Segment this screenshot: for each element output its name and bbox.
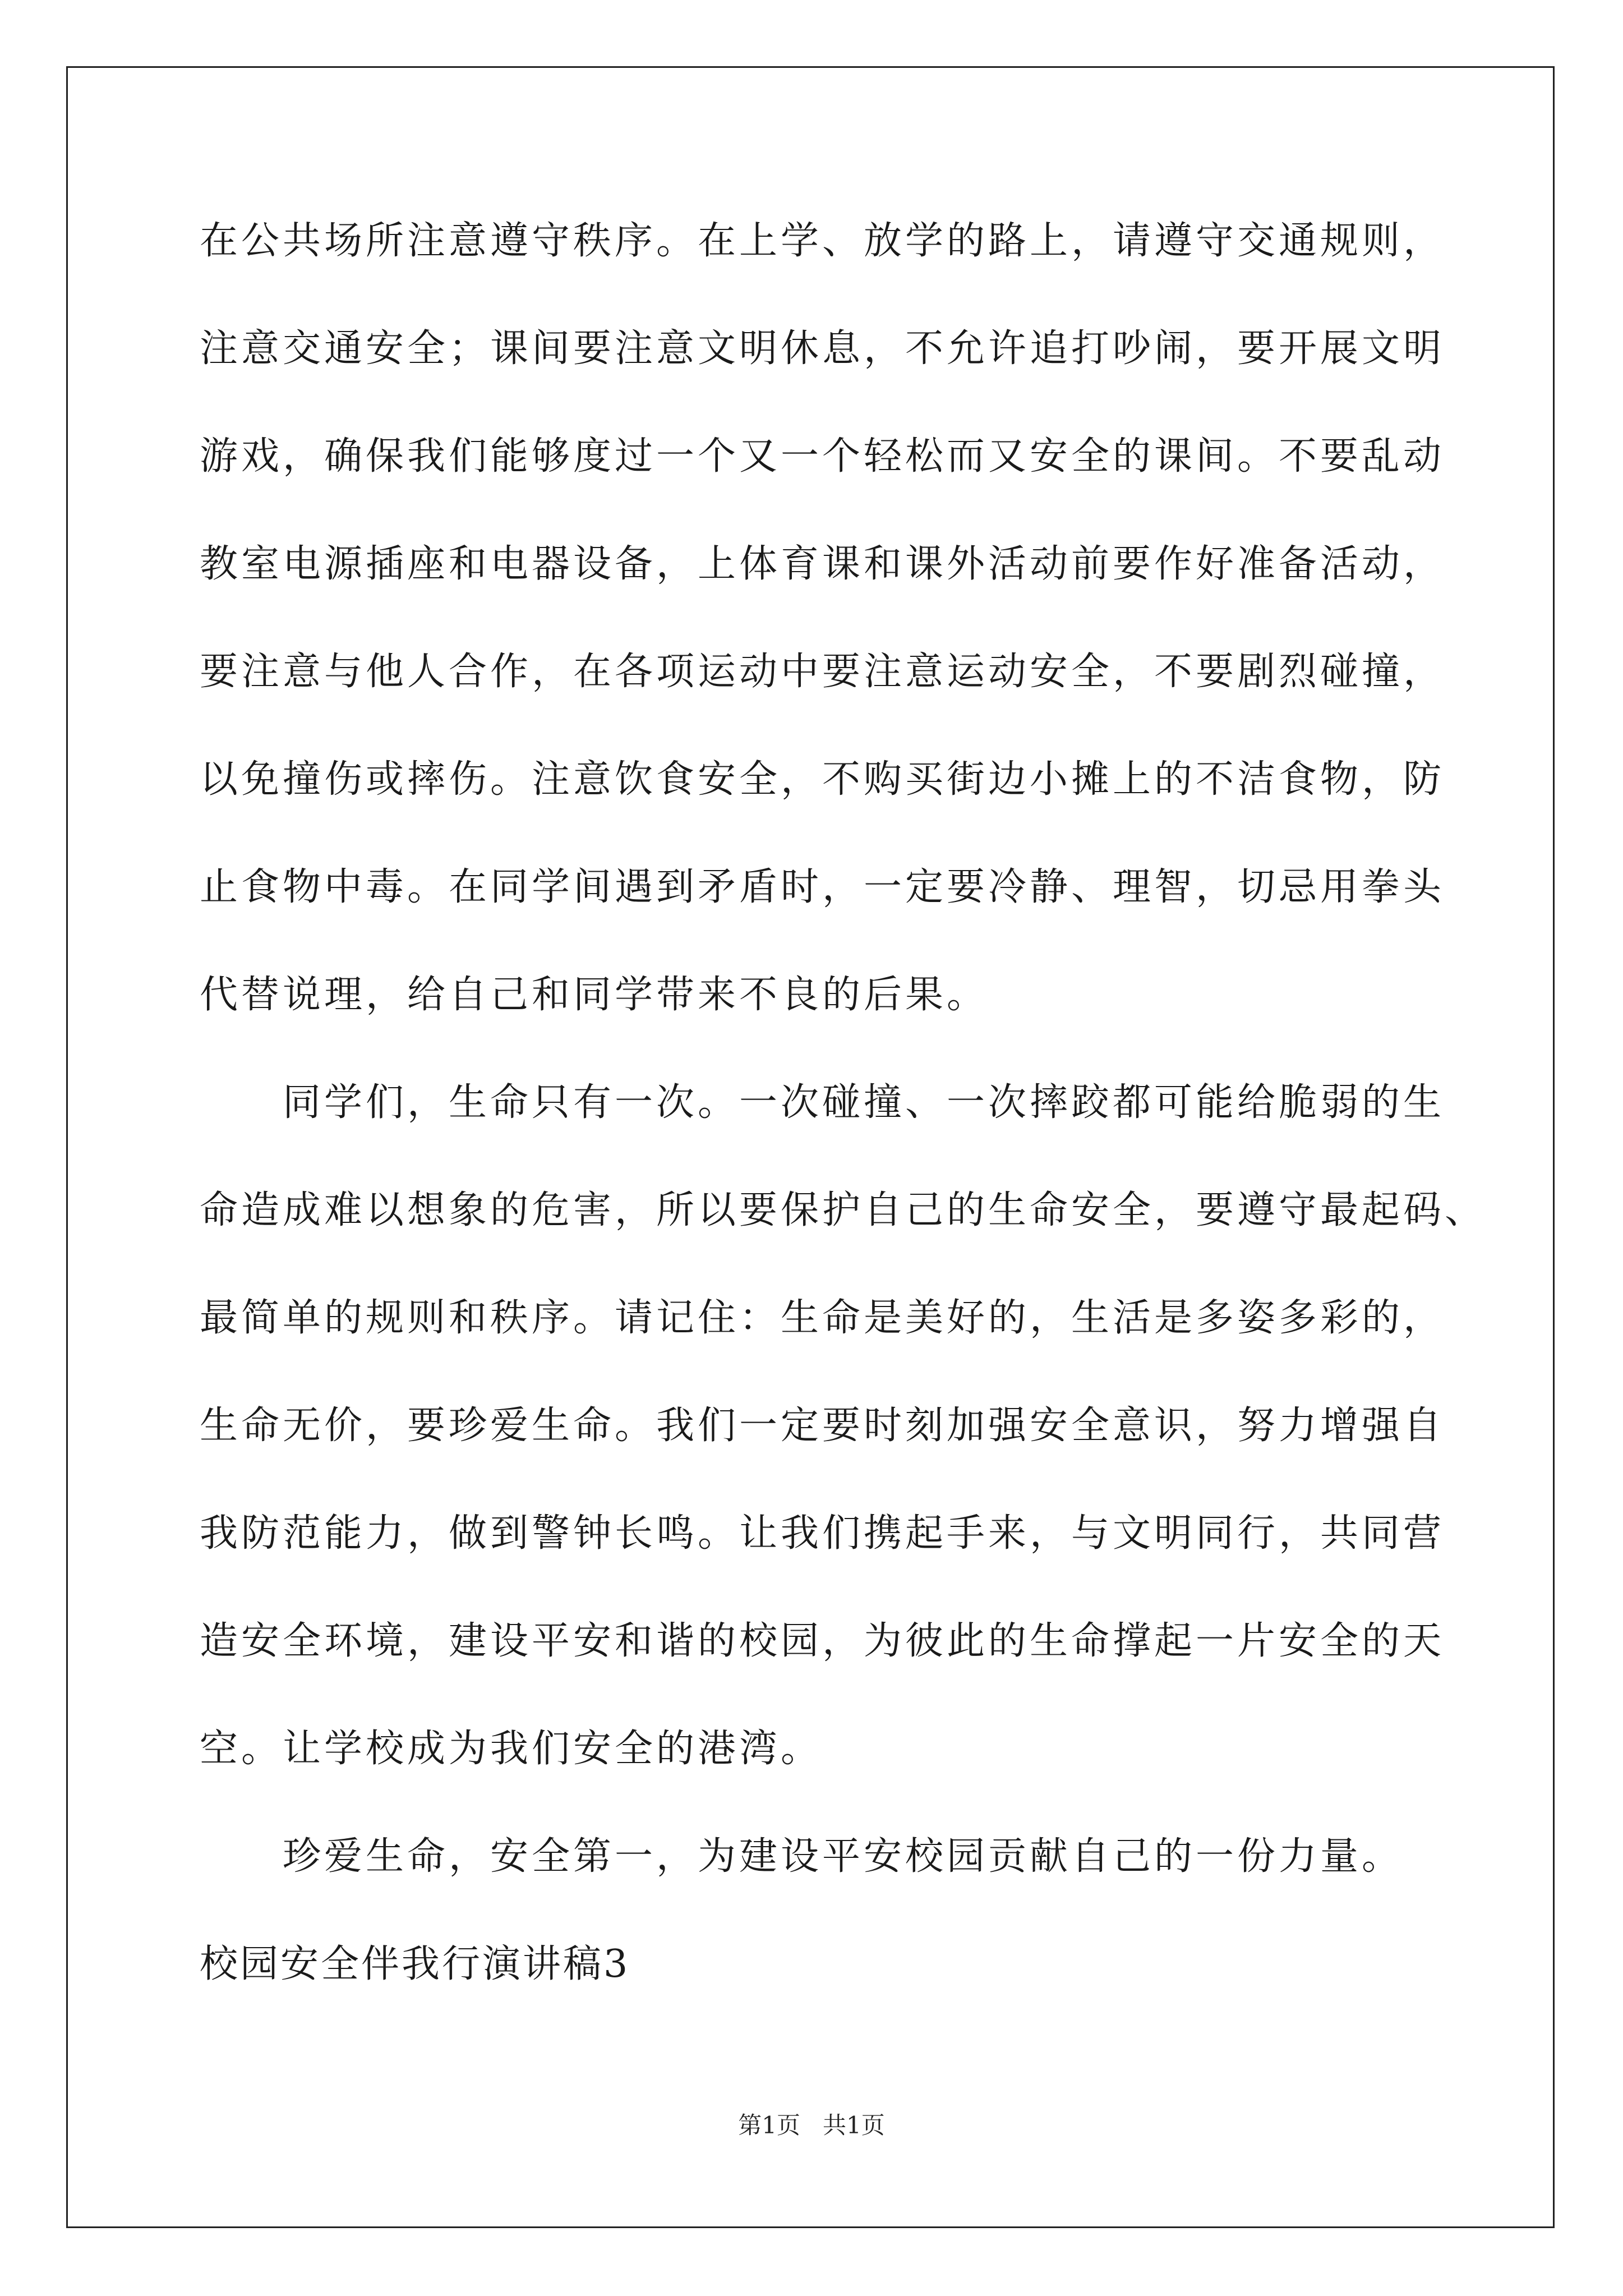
text-line: 代替说理，给自己和同学带来不良的后果。 [200,973,989,1017]
text-line: 命造成难以想象的危害，所以要保护自己的生命安全，要遵守最起码、 [200,1188,1487,1232]
page-border [66,66,1555,2228]
text-line: 注意交通安全；课间要注意文明休息，不允许追打吵闹，要开展文明 [200,326,1445,371]
section-heading: 校园安全伴我行演讲稿3 [200,1942,630,1986]
text-line: 造安全环境，建设平安和谐的校园，为彼此的生命撑起一片安全的天 [200,1619,1445,1663]
text-line: 游戏，确保我们能够度过一个又一个轻松而又安全的课间。不要乱动 [200,434,1445,478]
paragraph-first-line: 同学们，生命只有一次。一次碰撞、一次摔跤都可能给脆弱的生 [283,1080,1445,1125]
text-line: 以免撞伤或摔伤。注意饮食安全，不购买街边小摊上的不洁食物，防 [200,757,1445,802]
text-line: 在公共场所注意遵守秩序。在上学、放学的路上，请遵守交通规则， [200,219,1445,263]
text-line: 最简单的规则和秩序。请记住：生命是美好的，生活是多姿多彩的， [200,1296,1445,1340]
text-line: 要注意与他人合作，在各项运动中要注意运动安全，不要剧烈碰撞， [200,650,1445,694]
text-line: 我防范能力，做到警钟长鸣。让我们携起手来，与文明同行，共同营 [200,1511,1445,1556]
text-line: 空。让学校成为我们安全的港湾。 [200,1727,823,1771]
paragraph-first-line: 珍爱生命，安全第一，为建设平安校园贡献自己的一份力量。 [283,1834,1404,1879]
text-line: 止食物中毒。在同学间遇到矛盾时，一定要冷静、理智，切忌用拳头 [200,865,1445,909]
text-line: 生命无价，要珍爱生命。我们一定要时刻加强安全意识，努力增强自 [200,1404,1445,1448]
text-line: 教室电源插座和电器设备，上体育课和课外活动前要作好准备活动， [200,542,1445,586]
page-number-footer: 第1页 共1页 [738,2111,885,2139]
